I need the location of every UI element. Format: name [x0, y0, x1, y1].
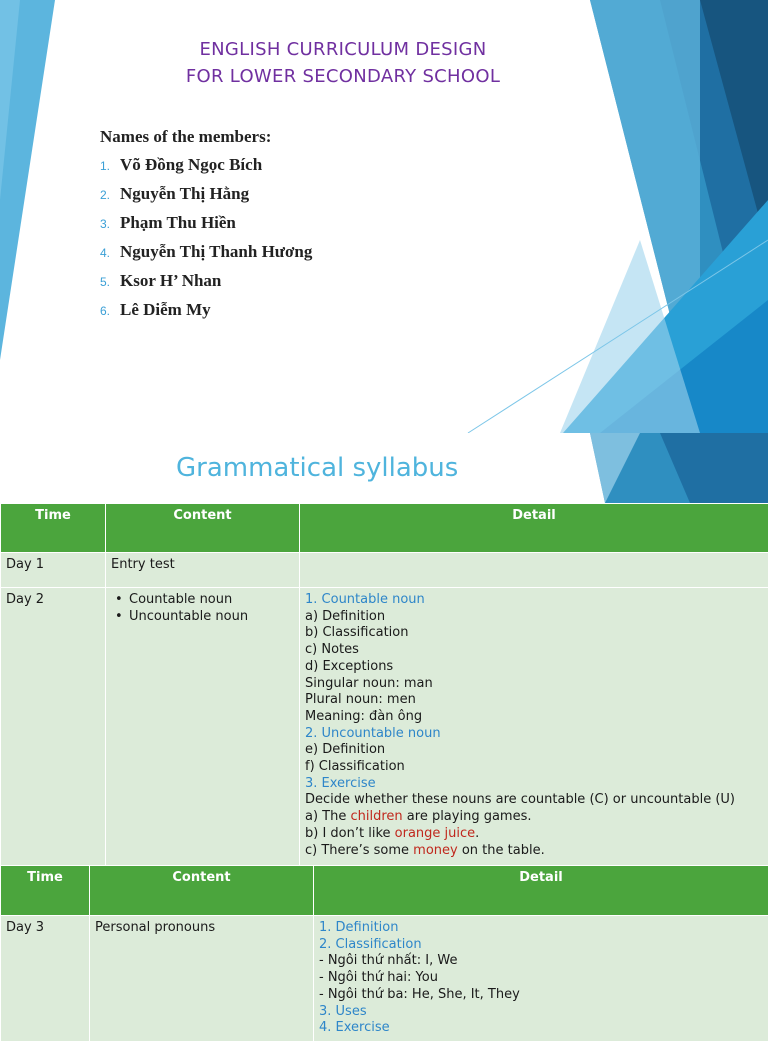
member-item	[100, 155, 312, 184]
exercise-text: a) The	[305, 809, 351, 825]
detail-heading: 1. Countable noun	[305, 592, 425, 607]
table-row	[1, 916, 769, 1042]
member-name: Phạm Thu Hiền	[120, 213, 236, 232]
detail-heading: 1. Definition	[319, 920, 399, 935]
exercise-line	[305, 826, 763, 843]
member-name: Ksor H’ Nhan	[120, 271, 222, 290]
member-item	[100, 242, 312, 271]
detail-line: Singular noun: man	[305, 675, 433, 691]
syllabus-table-2	[0, 865, 769, 1042]
detail-line: - Ngôi thứ ba: He, She, It, They	[319, 986, 520, 1002]
exercise-text: c) There’s some	[305, 842, 414, 858]
member-item	[100, 271, 312, 300]
member-name: Nguyễn Thị Hằng	[120, 184, 250, 203]
exercise-text: on the table.	[457, 842, 545, 858]
member-number: 4.	[100, 246, 111, 260]
detail-line: Meaning: đàn ông	[305, 708, 423, 724]
detail-heading: 3. Uses	[319, 1003, 367, 1019]
members-list	[100, 155, 312, 329]
exercise-line	[305, 843, 763, 860]
list-item: • Countable noun	[129, 592, 294, 609]
title-slide	[0, 0, 768, 433]
detail-heading: 3. Exercise	[305, 775, 376, 791]
header-time: Time	[1, 504, 106, 553]
member-number: 1.	[100, 159, 111, 173]
detail-line: - Ngôi thứ hai: You	[319, 970, 438, 986]
detail-line: e) Definition	[305, 742, 386, 758]
slide-title	[160, 36, 526, 90]
member-name: Nguyễn Thị Thanh Hương	[120, 242, 313, 261]
title-line-1: ENGLISH CURRICULUM DESIGN	[199, 39, 487, 60]
header-detail: Detail	[300, 504, 769, 553]
member-name: Võ Đồng Ngọc Bích	[120, 155, 263, 174]
header-content: Content	[90, 866, 314, 916]
cell-content	[106, 588, 300, 866]
detail-line: b) Classification	[305, 625, 409, 641]
member-number: 2.	[100, 188, 111, 202]
detail-line: Plural noun: men	[305, 692, 416, 708]
detail-line: c) Notes	[305, 642, 359, 658]
header-content: Content	[106, 504, 300, 553]
member-number: 3.	[100, 217, 111, 231]
detail-heading: 2. Classification	[319, 936, 422, 952]
slide-title: Grammatical syllabus	[176, 453, 459, 483]
member-item	[100, 213, 312, 242]
cell-detail	[300, 588, 769, 866]
syllabus-slide	[0, 433, 768, 1036]
header-detail: Detail	[314, 866, 769, 916]
detail-line: Decide whether these nouns are countable (C) or uncountable (U)	[305, 792, 735, 808]
content-list	[111, 592, 294, 625]
exercise-text: b) I don’t like	[305, 825, 395, 841]
cell-time: Day 3	[1, 916, 90, 1042]
member-item	[100, 184, 312, 213]
cell-time: Day 1	[1, 553, 106, 588]
cell-content: Personal pronouns	[90, 916, 314, 1042]
detail-heading: 4. Exercise	[319, 1020, 390, 1036]
cell-detail	[314, 916, 769, 1042]
exercise-text: are playing games.	[402, 809, 532, 825]
exercise-line	[305, 809, 763, 826]
detail-line: a) Definition	[305, 608, 386, 624]
exercise-noun: orange juice	[394, 825, 476, 841]
title-line-2: FOR LOWER SECONDARY SCHOOL	[185, 66, 501, 87]
detail-line: f) Classification	[305, 759, 405, 775]
table-row	[1, 553, 769, 588]
member-number: 6.	[100, 304, 111, 318]
header-time: Time	[1, 866, 90, 916]
exercise-noun: money	[413, 842, 458, 858]
syllabus-table-1	[0, 503, 769, 866]
members-heading: Names of the members:	[100, 127, 272, 146]
member-number: 5.	[100, 275, 111, 289]
member-name: Lê Diễm My	[120, 300, 211, 319]
detail-line: d) Exceptions	[305, 658, 394, 674]
detail-line: - Ngôi thứ nhất: I, We	[319, 953, 458, 969]
exercise-text: .	[475, 825, 480, 841]
cell-content: Entry test	[106, 553, 300, 588]
list-item: • Uncountable noun	[129, 609, 294, 626]
detail-heading: 2. Uncountable noun	[305, 725, 441, 741]
cell-detail	[300, 553, 769, 588]
table-header-row	[1, 866, 769, 916]
cell-time: Day 2	[1, 588, 106, 866]
exercise-noun: children	[350, 809, 403, 825]
table-row	[1, 588, 769, 866]
table-header-row	[1, 504, 769, 553]
member-item	[100, 300, 312, 329]
